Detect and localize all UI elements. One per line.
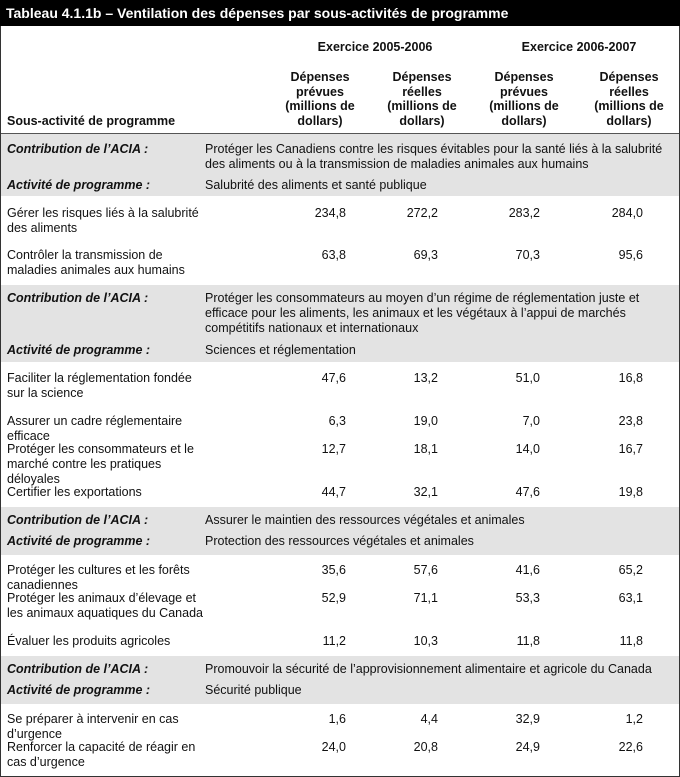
year2-header: Exercice 2006-2007	[521, 40, 637, 54]
contribution-text: Assurer le maintien des ressources végétales et animales	[205, 513, 525, 527]
value-col-2: 19,0	[413, 414, 438, 428]
subactivity-name: Évaluer les produits agricoles	[7, 634, 171, 648]
subactivity-name: Protéger les cultures et les forêts canadiennes	[7, 563, 190, 592]
activity-text: Sciences et réglementation	[205, 343, 356, 357]
col3-header: Dépenses prévues (millions de dollars)	[489, 70, 559, 128]
contribution-text: Protéger les consommateurs au moyen d’un régime de réglementation juste et efficace pour les aliments, les animaux et les végétaux à l’appui de marchés compétitifs nationaux et internationaux	[205, 291, 640, 335]
value-col-2: 69,3	[413, 248, 438, 262]
subactivity-name: Certifier les exportations	[7, 485, 142, 499]
contribution-label: Contribution de l’ACIA :	[7, 513, 149, 527]
col1-header: Dépenses prévues (millions de dollars)	[285, 70, 355, 128]
value-col-4: 11,8	[619, 634, 643, 648]
value-col-4: 95,6	[618, 248, 643, 262]
value-col-1: 11,2	[322, 634, 346, 648]
activity-text: Salubrité des aliments et santé publique	[205, 178, 427, 192]
value-col-2: 57,6	[413, 563, 438, 577]
subactivity-name: Protéger les consommateurs et le marché contre les pratiques déloyales	[7, 442, 194, 486]
subactivity-name: Protéger les animaux d’élevage et les animaux aquatiques du Canada	[7, 591, 203, 620]
value-col-1: 44,7	[321, 485, 346, 499]
subactivity-name: Se préparer à intervenir en cas d’urgence	[7, 712, 179, 741]
activity-label: Activité de programme :	[7, 343, 151, 357]
value-col-2: 18,1	[413, 442, 438, 456]
value-col-3: 283,2	[508, 206, 540, 220]
value-col-1: 63,8	[321, 248, 346, 262]
value-col-2: 4,4	[420, 712, 438, 726]
table-title: Tableau 4.1.1b – Ventilation des dépenses par sous-activités de programme	[0, 0, 680, 26]
value-col-4: 65,2	[618, 563, 643, 577]
year1-header: Exercice 2005-2006	[317, 40, 433, 54]
activity-label: Activité de programme :	[7, 683, 151, 697]
subactivity-name: Faciliter la réglementation fondée sur la science	[7, 371, 192, 400]
value-col-3: 47,6	[515, 485, 540, 499]
value-col-4: 63,1	[618, 591, 643, 605]
value-col-1: 52,9	[321, 591, 346, 605]
value-col-1: 234,8	[314, 206, 346, 220]
activity-label: Activité de programme :	[7, 534, 151, 548]
value-col-3: 51,0	[515, 371, 540, 385]
value-col-3: 70,3	[515, 248, 540, 262]
value-col-2: 272,2	[406, 206, 438, 220]
contribution-text: Protéger les Canadiens contre les risques évitables pour la santé liés à la salubrité des aliments ou à la transmission de maladies animales aux humains	[205, 142, 663, 171]
value-col-3: 7,0	[522, 414, 540, 428]
activity-label: Activité de programme :	[7, 178, 151, 192]
col4-header: Dépenses réelles (millions de dollars)	[594, 70, 664, 128]
value-col-1: 35,6	[321, 563, 346, 577]
value-col-2: 10,3	[413, 634, 438, 648]
contribution-label: Contribution de l’ACIA :	[7, 662, 149, 676]
value-col-1: 24,0	[321, 740, 346, 754]
value-col-4: 1,2	[625, 712, 643, 726]
subactivity-name: Assurer un cadre réglementaire efficace	[7, 414, 183, 443]
value-col-3: 11,8	[516, 634, 540, 648]
value-col-1: 12,7	[321, 442, 346, 456]
value-col-4: 23,8	[618, 414, 643, 428]
activity-text: Protection des ressources végétales et animales	[205, 534, 474, 548]
value-col-1: 1,6	[328, 712, 346, 726]
contribution-label: Contribution de l’ACIA :	[7, 291, 149, 305]
value-col-2: 71,1	[413, 591, 438, 605]
value-col-4: 19,8	[618, 485, 643, 499]
activity-text: Sécurité publique	[205, 683, 302, 697]
value-col-1: 47,6	[321, 371, 346, 385]
value-col-3: 41,6	[515, 563, 540, 577]
value-col-4: 284,0	[611, 206, 643, 220]
value-col-4: 16,7	[618, 442, 643, 456]
value-col-4: 16,8	[618, 371, 643, 385]
value-col-3: 32,9	[515, 712, 540, 726]
contribution-label: Contribution de l’ACIA :	[7, 142, 149, 156]
subactivity-name: Contrôler la transmission de maladies animales aux humains	[7, 248, 185, 277]
col2-header: Dépenses réelles (millions de dollars)	[387, 70, 457, 128]
value-col-1: 6,3	[328, 414, 346, 428]
subactivity-header: Sous-activité de programme	[7, 114, 176, 128]
contribution-text: Promouvoir la sécurité de l’approvisionnement alimentaire et agricole du Canada	[205, 662, 652, 676]
value-col-2: 20,8	[413, 740, 438, 754]
subactivity-name: Renforcer la capacité de réagir en cas d’urgence	[7, 740, 196, 769]
value-col-2: 13,2	[413, 371, 438, 385]
value-col-3: 14,0	[515, 442, 540, 456]
value-col-3: 24,9	[515, 740, 540, 754]
value-col-4: 22,6	[618, 740, 643, 754]
value-col-3: 53,3	[515, 591, 540, 605]
subactivity-name: Gérer les risques liés à la salubrité des aliments	[7, 206, 199, 235]
value-col-2: 32,1	[413, 485, 438, 499]
